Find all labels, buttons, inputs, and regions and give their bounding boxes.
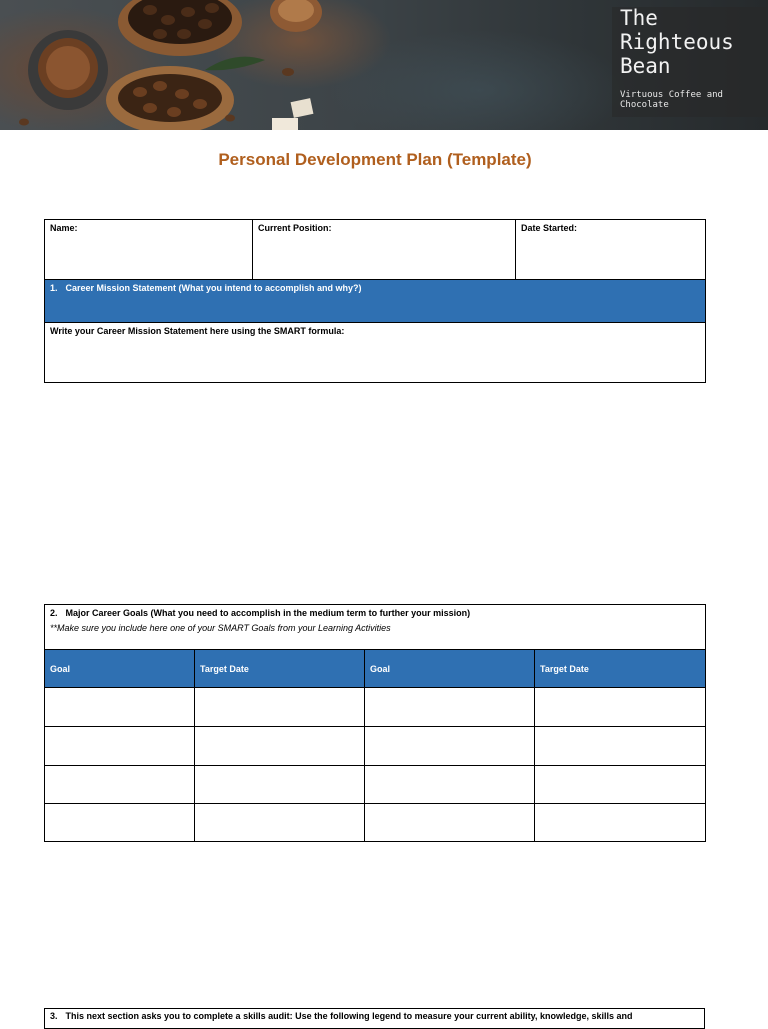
section3-number: 3. xyxy=(50,1011,58,1021)
column-header-target-date-1: Target Date xyxy=(195,650,365,688)
goal-cell[interactable] xyxy=(45,688,195,727)
date-started-field[interactable]: Date Started: xyxy=(516,220,706,280)
section2-number: 2. xyxy=(50,608,58,618)
coffee-banner-image xyxy=(0,0,612,130)
info-table xyxy=(44,219,706,383)
target-date-cell[interactable] xyxy=(195,727,365,766)
target-date-cell[interactable] xyxy=(195,688,365,727)
header-banner xyxy=(0,0,768,130)
target-date-cell[interactable] xyxy=(535,727,706,766)
brand-tagline: Virtuous Coffee and Chocolate xyxy=(620,90,723,110)
target-date-cell[interactable] xyxy=(195,804,365,842)
goal-cell[interactable] xyxy=(45,727,195,766)
current-position-field[interactable]: Current Position: xyxy=(253,220,516,280)
section3-heading: This next section asks you to complete a skills audit: Use the following legend to measure your current ability, knowledge, skills and xyxy=(65,1011,633,1021)
section1-number: 1. xyxy=(50,283,58,293)
goal-cell[interactable] xyxy=(365,688,535,727)
page-title: Personal Development Plan (Template) xyxy=(218,150,532,169)
mission-statement-field[interactable]: Write your Career Mission Statement here using the SMART formula: xyxy=(45,323,706,383)
section2-note: **Make sure you include here one of your SMART Goals from your Learning Activities xyxy=(50,623,391,633)
target-date-cell[interactable] xyxy=(535,804,706,842)
name-field[interactable]: Name: xyxy=(45,220,253,280)
table-row xyxy=(45,766,706,804)
goal-cell[interactable] xyxy=(45,766,195,804)
table-row xyxy=(45,804,706,842)
section1-heading: Career Mission Statement (What you intend to accomplish and why?) xyxy=(65,283,362,293)
career-goals-table xyxy=(44,604,706,842)
target-date-cell[interactable] xyxy=(535,688,706,727)
section1-header xyxy=(45,280,706,323)
goal-cell[interactable] xyxy=(365,766,535,804)
column-header-target-date-2: Target Date xyxy=(535,650,706,688)
skills-audit-table xyxy=(44,1008,705,1029)
target-date-cell[interactable] xyxy=(535,766,706,804)
goal-cell[interactable] xyxy=(365,804,535,842)
goal-cell[interactable] xyxy=(365,727,535,766)
column-header-goal-2: Goal xyxy=(365,650,535,688)
column-header-goal-1: Goal xyxy=(45,650,195,688)
goal-cell[interactable] xyxy=(45,804,195,842)
target-date-cell[interactable] xyxy=(195,766,365,804)
section2-heading: Major Career Goals (What you need to accomplish in the medium term to further your mission) xyxy=(65,608,471,618)
table-row xyxy=(45,688,706,727)
table-row xyxy=(45,727,706,766)
section2-header xyxy=(45,605,706,650)
section3-header xyxy=(45,1009,705,1029)
brand-name: The Righteous Bean xyxy=(620,6,734,78)
